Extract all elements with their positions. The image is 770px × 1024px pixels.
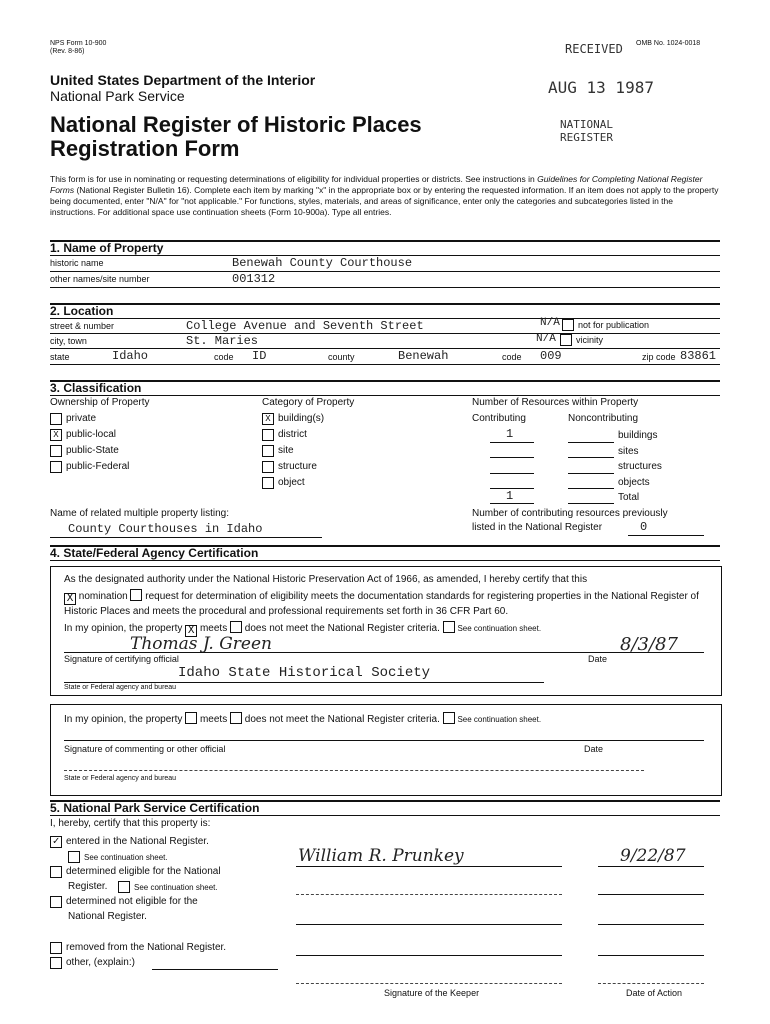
agency-label: State or Federal agency and bureau	[64, 684, 177, 691]
determined-continuation-checkbox[interactable]	[118, 881, 130, 893]
resources-objects-label: objects	[618, 477, 650, 488]
category-site-label: site	[278, 445, 294, 456]
state-label: state	[50, 352, 70, 362]
nps-certify-label: I, hereby, certify that this property is:	[50, 818, 211, 829]
certifying-signature[interactable]: Thomas J. Green	[130, 634, 272, 654]
removed-checkbox[interactable]	[50, 942, 62, 954]
resources-buildings-label: buildings	[618, 430, 658, 441]
vicinity-checkbox[interactable]	[560, 334, 572, 346]
section-3-heading: 3. Classification	[50, 381, 142, 395]
resources-buildings-contributing[interactable]: 1	[506, 427, 514, 441]
section-1-heading: 1. Name of Property	[50, 241, 164, 255]
city-label: city, town	[50, 336, 87, 346]
not-eligible-label: determined not eligible for the	[66, 896, 198, 907]
noncontributing-label: Noncontributing	[568, 413, 639, 424]
does-not-meet-2-checkbox[interactable]	[230, 712, 242, 724]
other-checkbox[interactable]	[50, 957, 62, 969]
form-title: National Register of Historic Places	[50, 112, 422, 137]
determined-continuation-label: See continuation sheet.	[134, 883, 218, 892]
category-label: Category of Property	[262, 397, 355, 408]
not-eligible-label-b: National Register.	[68, 911, 147, 922]
county-value[interactable]: Benewah	[398, 349, 449, 363]
continuation-checkbox[interactable]	[443, 621, 455, 633]
section-5-heading: 5. National Park Service Certification	[50, 801, 260, 815]
category-structure-checkbox[interactable]	[262, 461, 274, 473]
category-object-checkbox[interactable]	[262, 477, 274, 489]
certifying-date-label: Date	[588, 654, 608, 664]
received-stamp: RECEIVED	[565, 42, 623, 56]
certifying-date[interactable]: 8/3/87	[620, 634, 678, 655]
form-subtitle: Registration Form	[50, 136, 240, 161]
resources-total-contributing[interactable]: 1	[506, 489, 514, 503]
meets-2-checkbox[interactable]	[185, 712, 197, 724]
section-2-heading: 2. Location	[50, 304, 114, 318]
ownership-private-checkbox[interactable]	[50, 413, 62, 425]
state-code-value[interactable]: ID	[252, 349, 267, 363]
county-code-label: code	[502, 352, 522, 362]
category-structure-label: structure	[278, 461, 317, 472]
entered-checkbox[interactable]: ✓	[50, 836, 62, 848]
removed-label: removed from the National Register.	[66, 942, 227, 953]
vicinity-label: vicinity	[576, 335, 604, 345]
category-building-label: building(s)	[278, 413, 325, 424]
entered-continuation-label: See continuation sheet.	[84, 853, 168, 862]
other-names-value[interactable]: 001312	[232, 272, 276, 286]
entered-continuation-checkbox[interactable]	[68, 851, 80, 863]
nomination-checkbox[interactable]: X	[64, 593, 76, 605]
historic-name-value[interactable]: Benewah County Courthouse	[232, 256, 413, 270]
other-names-label: other names/site number	[50, 274, 150, 284]
keeper-signature[interactable]: William R. Prunkey	[298, 846, 464, 866]
keeper-signature-label: Signature of the Keeper	[384, 988, 480, 998]
determined-eligible-checkbox[interactable]	[50, 866, 62, 878]
commenting-official-label: Signature of commenting or other official	[64, 744, 226, 754]
instructions-paragraph: This form is for use in nominating or requesting determinations of eligibility for individual properties or districts. See instructions in Guidelines for Completing National Register Forms (National Register Bulletin 16). Complete each item by marking "x" in the appropriate box or by entering the requested information. If an item does not apply to the property being documented, enter "N/A" for "not applicable." For functions, styles, materials, and areas of significance, enter only the categories and subcategories listed in the instructions. For additional space use continuation sheets (Form 10-900a). Type all entries.	[50, 174, 719, 217]
resources-label: Number of Resources within Property	[472, 397, 639, 408]
county-label: county	[328, 352, 355, 362]
ownership-public-federal-checkbox[interactable]	[50, 461, 62, 473]
ownership-public-local-checkbox[interactable]: X	[50, 429, 62, 441]
ownership-label: Ownership of Property	[50, 397, 150, 408]
continuation-2-checkbox[interactable]	[443, 712, 455, 724]
section-4-heading: 4. State/Federal Agency Certification	[50, 546, 259, 560]
meets-checkbox[interactable]: X	[185, 625, 197, 637]
other-label: other, (explain:)	[66, 957, 135, 968]
ownership-private-label: private	[66, 413, 97, 424]
vicinity-value[interactable]: N/A	[536, 333, 556, 345]
request-checkbox[interactable]	[130, 589, 142, 601]
ownership-public-state-checkbox[interactable]	[50, 445, 62, 457]
not-for-publication-value[interactable]: N/A	[540, 317, 560, 329]
determined-eligible-label: determined eligible for the National	[66, 866, 221, 877]
category-building-checkbox[interactable]: X	[262, 413, 274, 425]
category-district-checkbox[interactable]	[262, 429, 274, 441]
opinion-statement: In my opinion, the property meets does not meet the National Register criteria. See continuation sheet.	[64, 714, 542, 725]
category-object-label: object	[278, 477, 305, 488]
ownership-public-federal-label: public-Federal	[66, 461, 130, 472]
department-name: United States Department of the Interior	[50, 72, 316, 88]
street-label: street & number	[50, 321, 115, 331]
date-of-action-label: Date of Action	[626, 988, 683, 998]
does-not-meet-checkbox[interactable]	[230, 621, 242, 633]
certification-statement: As the designated authority under the National Historic Preservation Act of 1966, as amended, I hereby certify that this X nomination request for determination of eligibility meets the documentation standards for registering properties in the National Register of Historic Places and meets the procedural and professional requirements set forth in 36 CFR Part 60. In my opinion, the property X meets does not meet the National Register criteria. See continuation sheet.	[64, 574, 699, 637]
commenting-date-label: Date	[584, 744, 604, 754]
keeper-date[interactable]: 9/22/87	[620, 846, 686, 866]
form-revision: (Rev. 8-86)	[50, 48, 85, 55]
ownership-public-local-label: public-local	[66, 429, 117, 440]
city-value[interactable]: St. Maries	[186, 334, 259, 348]
previously-listed-label-2: listed in the National Register	[472, 522, 603, 533]
zip-value[interactable]: 83861	[680, 349, 717, 363]
service-name: National Park Service	[50, 88, 185, 104]
previously-listed-value[interactable]: 0	[640, 520, 648, 534]
not-for-publication-checkbox[interactable]	[562, 319, 574, 331]
state-value[interactable]: Idaho	[112, 349, 149, 363]
contributing-label: Contributing	[472, 413, 526, 424]
state-code-label: code	[214, 352, 234, 362]
category-site-checkbox[interactable]	[262, 445, 274, 457]
agency-value[interactable]: Idaho State Historical Society	[178, 665, 431, 681]
street-value[interactable]: College Avenue and Seventh Street	[186, 319, 424, 333]
register-stamp: REGISTER	[560, 131, 613, 144]
county-code-value[interactable]: 009	[540, 349, 562, 363]
form-number: NPS Form 10-900	[50, 40, 107, 47]
category-district-label: district	[278, 429, 307, 440]
resources-sites-label: sites	[618, 446, 639, 457]
historic-name-label: historic name	[50, 258, 104, 268]
received-date-stamp: AUG 13 1987	[548, 78, 654, 97]
ownership-public-state-label: public-State	[66, 445, 119, 456]
certifying-official-label: Signature of certifying official	[64, 654, 179, 664]
not-eligible-checkbox[interactable]	[50, 896, 62, 908]
zip-label: zip code	[642, 352, 676, 362]
not-for-publication-label: not for publication	[578, 320, 650, 330]
determined-eligible-label-b: Register.	[68, 881, 108, 892]
previously-listed-label-1: Number of contributing resources previously	[472, 508, 668, 519]
national-stamp: NATIONAL	[560, 118, 613, 131]
omb-number: OMB No. 1024-0018	[636, 40, 701, 47]
related-listing-value[interactable]: County Courthouses in Idaho	[68, 522, 263, 536]
resources-total-label: Total	[618, 492, 640, 503]
entered-label: entered in the National Register.	[66, 836, 209, 847]
related-listing-label: Name of related multiple property listing:	[50, 508, 229, 519]
resources-structures-label: structures	[618, 461, 662, 472]
agency-2-label: State or Federal agency and bureau	[64, 775, 177, 782]
